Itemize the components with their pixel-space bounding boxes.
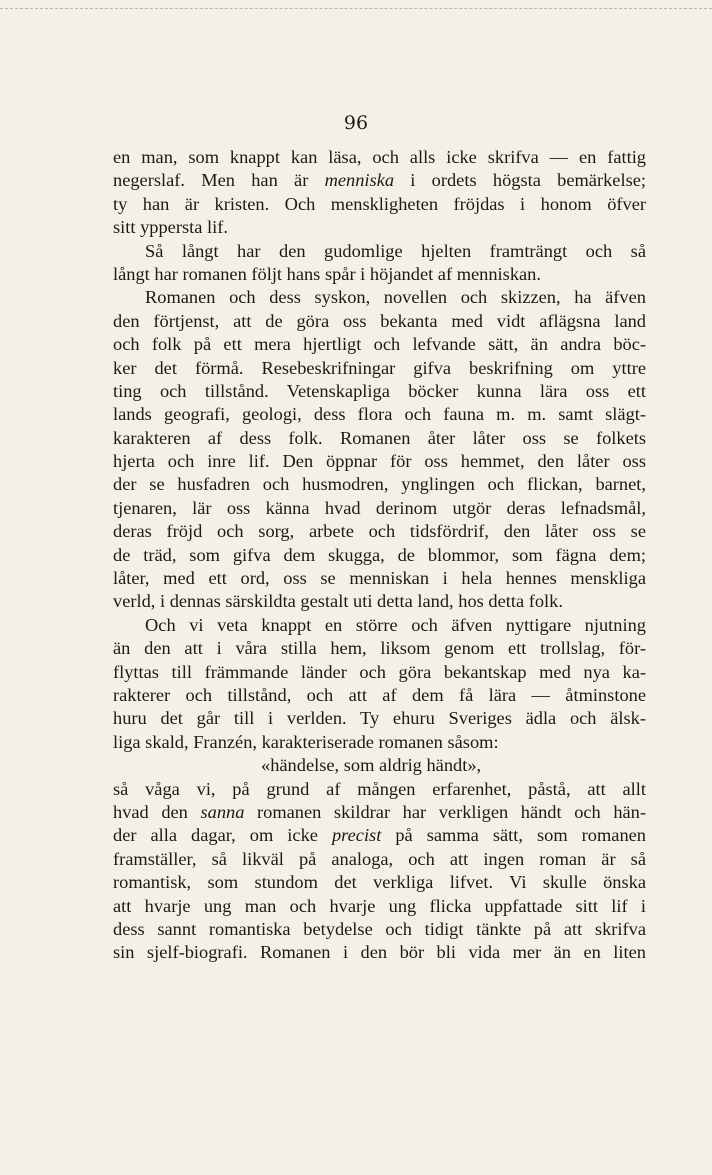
italic-word: precist	[331, 825, 382, 846]
text-segment: ty han är kristen. Och menskligheten fröjdas i honom öfver	[113, 193, 646, 214]
text-segment: rakterer och tillstånd, och att af dem få lära — åtminstone	[113, 684, 646, 705]
text-line	[113, 824, 646, 847]
text-segment: verld, i dennas särskildta gestalt uti detta land, hos detta folk.	[113, 591, 563, 612]
text-line	[113, 707, 646, 730]
text-segment: ker det förmå. Resebeskrifningar gifva beskrifning om yttre	[113, 357, 646, 378]
page-top-edge	[0, 8, 712, 9]
text-line	[113, 895, 646, 918]
text-line	[113, 567, 646, 590]
text-line	[113, 684, 646, 707]
text-segment: på samma sätt, som romanen	[381, 825, 646, 846]
text-segment: negerslaf. Men han är	[113, 170, 325, 191]
body-text	[113, 146, 646, 965]
text-segment: karakteren af dess folk. Romanen åter låter oss se folkets	[113, 427, 646, 448]
text-segment: sin sjelf-biografi. Romanen i den bör bli vida mer än en liten	[113, 942, 646, 963]
text-line	[113, 427, 646, 450]
text-line	[113, 193, 646, 216]
text-segment: den förtjenst, att de göra oss bekanta med vidt aflägsna land	[113, 310, 646, 331]
text-line	[113, 871, 646, 894]
text-segment: der se husfadren och husmodren, ynglingen och flickan, barnet,	[113, 474, 646, 495]
text-segment: Och vi veta knappt en större och äfven nyttigare njutning	[145, 614, 646, 635]
text-line	[113, 941, 646, 964]
text-line	[113, 333, 646, 356]
italic-word: menniska	[324, 170, 395, 191]
text-line	[113, 614, 646, 637]
page-number: 96	[343, 112, 369, 134]
text-segment: lands geografi, geologi, dess flora och fauna m. m. samt slägt-	[113, 404, 646, 425]
text-line	[113, 848, 646, 871]
text-line	[113, 216, 646, 239]
text-segment: flyttas till främmande länder och göra bekantskap med nya ka-	[113, 661, 646, 682]
text-segment: tjenaren, lär oss känna hvad derinom utgör deras lefnadsmål,	[113, 497, 646, 518]
text-segment: långt har romanen följt hans spår i höjandet af menniskan.	[113, 263, 541, 284]
text-segment: «händelse, som aldrig händt»,	[261, 755, 482, 776]
text-segment: de träd, som gifva dem skugga, de blommor, som fägna dem;	[113, 544, 646, 565]
text-line	[113, 380, 646, 403]
text-segment: romantisk, som stundom det verkliga lifvet. Vi skulle önska	[113, 872, 646, 893]
text-segment: dess sannt romantiska betydelse och tidigt tänkte på att skrifva	[113, 918, 646, 939]
text-line	[113, 310, 646, 333]
text-line	[113, 403, 646, 426]
text-line	[113, 146, 646, 169]
text-segment: en man, som knappt kan läsa, och alls icke skrifva — en fattig	[113, 147, 646, 167]
text-segment: Romanen och dess syskon, novellen och skizzen, ha äfven	[145, 287, 646, 308]
text-segment: Så långt har den gudomlige hjelten framträngt och så	[145, 240, 646, 261]
text-line	[113, 520, 646, 543]
text-line	[113, 918, 646, 941]
text-line	[113, 286, 646, 309]
text-line	[113, 497, 646, 520]
text-line	[113, 778, 646, 801]
text-segment: hjerta och inre lif. Den öppnar för oss hemmet, den låter oss	[113, 451, 646, 472]
text-segment: huru det går till i verlden. Ty ehuru Sveriges ädla och älsk-	[113, 708, 646, 729]
text-line	[113, 544, 646, 567]
text-segment: än den att i våra stilla hem, liksom genom ett trollslag, för-	[113, 638, 646, 659]
text-line	[113, 731, 646, 754]
text-segment: framställer, så likväl på analoga, och att ingen roman är så	[113, 848, 646, 869]
text-segment: deras fröjd och sorg, arbete och tidsfördrif, den låter oss se	[113, 521, 646, 542]
text-segment: hvad den	[113, 801, 201, 822]
text-line	[113, 637, 646, 660]
text-line	[113, 450, 646, 473]
text-line	[113, 240, 646, 263]
text-segment: och folk på ett mera hjertligt och lefvande sätt, än andra böc-	[113, 334, 646, 355]
text-segment: romanen skildrar har verkligen händt och hän-	[244, 801, 646, 822]
text-segment: låter, med ett ord, oss se menniskan i hela hennes menskliga	[113, 568, 646, 589]
text-line	[113, 661, 646, 684]
text-segment: att hvarje ung man och hvarje ung flicka uppfattade sitt lif i	[113, 895, 646, 916]
italic-word: sanna	[200, 801, 245, 822]
text-line	[113, 473, 646, 496]
text-segment: ting och tillstånd. Vetenskapliga böcker kunna lära oss ett	[113, 380, 646, 401]
text-line	[113, 590, 646, 613]
text-segment: så våga vi, på grund af mången erfarenhet, påstå, att allt	[113, 778, 646, 799]
text-segment: sitt yppersta lif.	[113, 217, 228, 238]
text-line	[113, 357, 646, 380]
text-segment: der alla dagar, om icke	[113, 825, 332, 846]
text-line	[113, 754, 646, 777]
text-segment: i ordets högsta bemärkelse;	[394, 170, 646, 191]
text-segment: liga skald, Franzén, karakteriserade romanen såsom:	[113, 731, 499, 752]
text-line	[113, 169, 646, 192]
text-line	[113, 263, 646, 286]
text-line	[113, 801, 646, 824]
